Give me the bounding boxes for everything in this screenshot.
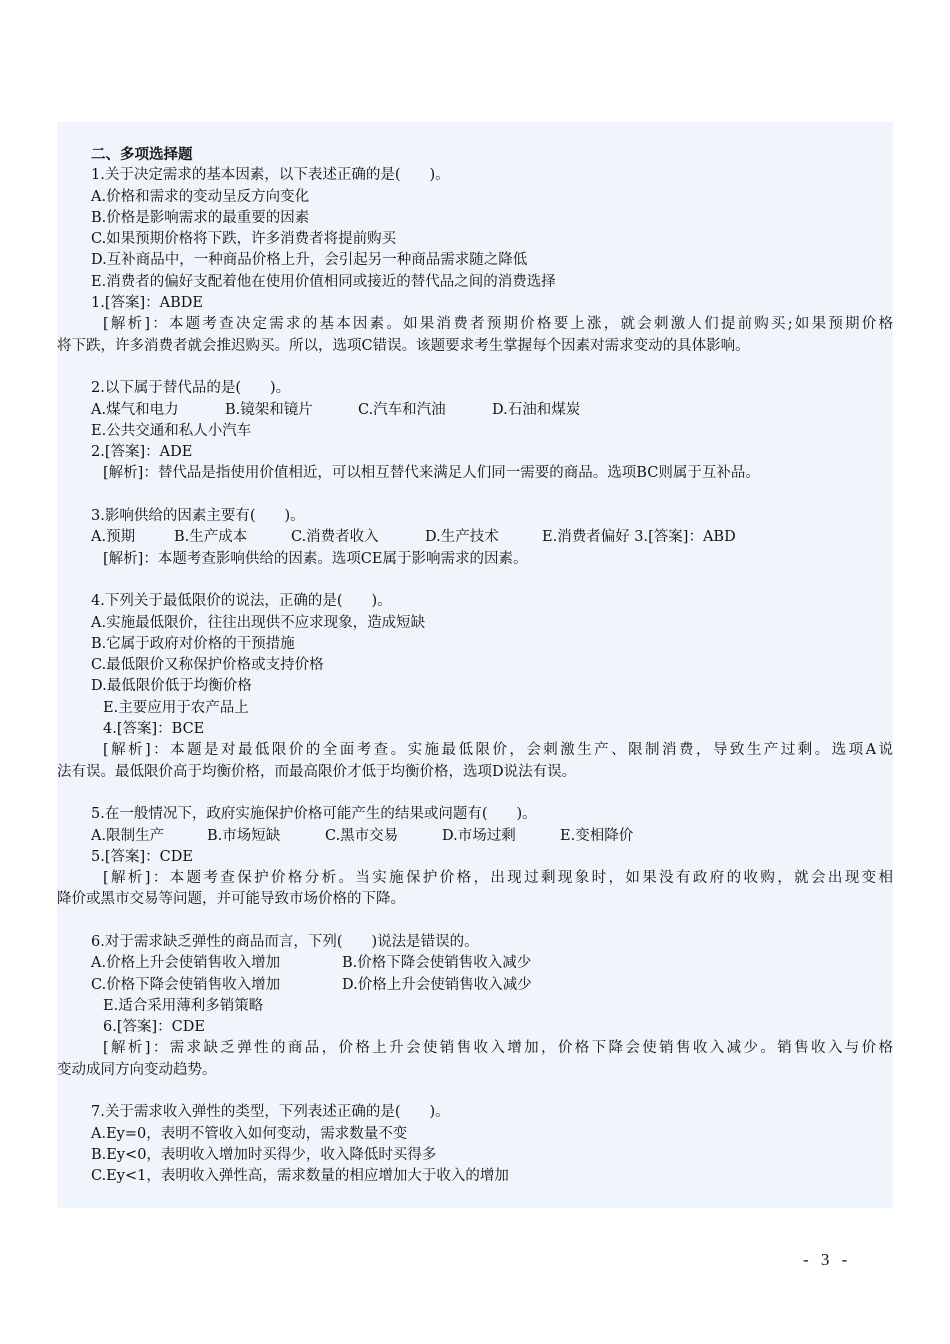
- option: B.价格下降会使销售收入减少: [342, 955, 532, 972]
- option: D.互补商品中，一种商品价格上升，会引起另一种商品需求随之降低: [91, 252, 528, 269]
- option: B.市场短缺: [207, 827, 281, 844]
- option: D.市场过剩: [442, 827, 516, 844]
- analysis: [解析]：本题考查保护价格分析。当实施保护价格，出现过剩现象时，如果没有政府的收购，就会出现变相: [103, 870, 893, 887]
- answer: 1.[答案]：ABDE: [91, 295, 203, 312]
- option: C.如果预期价格将下跌，许多消费者将提前购买: [91, 231, 397, 248]
- analysis: [解析]：本题考查决定需求的基本因素。如果消费者预期价格要上涨，就会刺激人们提前购买;如果预期价格: [103, 316, 893, 333]
- option: A.价格上升会使销售收入增加: [91, 955, 281, 972]
- page-number: - 3 -: [803, 1250, 852, 1269]
- question-stem: 2.以下属于替代品的是( )。: [91, 380, 291, 397]
- analysis: 将下跌，许多消费者就会推迟购买。所以，选项C错误。该题要求考生掌握每个因素对需求变动的具体影响。: [57, 337, 750, 354]
- analysis: 法有误。最低限价高于均衡价格，而最高限价才低于均衡价格，选项D说法有误。: [57, 763, 577, 780]
- analysis: [解析]：替代品是指使用价值相近，可以相互替代来满足人们同一需要的商品。选项BC则属于互补品。: [103, 465, 760, 482]
- question-list: [57, 144, 893, 1188]
- answer: 2.[答案]：ADE: [91, 444, 193, 461]
- answer: 4.[答案]：BCE: [103, 721, 205, 738]
- option: E.消费者偏好 3.[答案]：ABD: [542, 529, 736, 546]
- option: A.实施最低限价，往往出现供不应求现象，造成短缺: [91, 614, 426, 631]
- analysis: [解析]：需求缺乏弹性的商品，价格上升会使销售收入增加，价格下降会使销售收入减少。销售收入与价格: [103, 1040, 893, 1057]
- option: C.Ey<1，表明收入弹性高，需求数量的相应增加大于收入的增加: [91, 1168, 509, 1185]
- question-6: [57, 932, 893, 1102]
- question-3: [57, 506, 893, 591]
- analysis: 变动成同方向变动趋势。: [57, 1061, 217, 1078]
- question-stem: 3.影响供给的因素主要有( )。: [91, 508, 305, 525]
- question-5: [57, 804, 893, 932]
- answer: 6.[答案]：CDE: [103, 1019, 205, 1036]
- option: B.Ey<0，表明收入增加时买得少，收入降低时买得多: [91, 1146, 437, 1163]
- option: E.公共交通和私人小汽车: [91, 422, 252, 439]
- question-stem: 1.关于决定需求的基本因素，以下表述正确的是( )。: [91, 167, 450, 184]
- option: C.汽车和汽油: [358, 401, 446, 418]
- option: D.价格上升会使销售收入减少: [342, 976, 532, 993]
- question-2: [57, 378, 893, 506]
- option: A.煤气和电力: [91, 401, 179, 418]
- question-stem: 6.对于需求缺乏弹性的商品而言，下列( )说法是错误的。: [91, 933, 479, 950]
- answer: 5.[答案]：CDE: [91, 848, 193, 865]
- analysis: [解析]：本题是对最低限价的全面考查。实施最低限价，会刺激生产、限制消费，导致生产过剩。选项A说: [103, 742, 893, 759]
- option: E.消费者的偏好支配着他在使用价值相同或接近的替代品之间的消费选择: [91, 273, 556, 290]
- option: A.限制生产: [91, 827, 165, 844]
- option: C.黑市交易: [325, 827, 399, 844]
- option: C.价格下降会使销售收入增加: [91, 976, 281, 993]
- option: A.预期: [91, 529, 136, 546]
- option: C.最低限价又称保护价格或支持价格: [91, 657, 324, 674]
- option: C.消费者收入: [291, 529, 379, 546]
- question-stem: 4.下列关于最低限价的说法，正确的是( )。: [91, 593, 392, 610]
- question-4: [57, 591, 893, 804]
- question-1: [57, 165, 893, 378]
- question-stem: 5.在一般情况下，政府实施保护价格可能产生的结果或问题有( )。: [91, 806, 537, 823]
- option: A.价格和需求的变动呈反方向变化: [91, 188, 310, 205]
- option: B.生产成本: [174, 529, 248, 546]
- option: B.镜架和镜片: [225, 401, 313, 418]
- option: B.它属于政府对价格的干预措施: [91, 635, 295, 652]
- option: E.主要应用于农产品上: [103, 699, 249, 716]
- option: E.变相降价: [560, 827, 634, 844]
- option: A.Ey=0，表明不管收入如何变动，需求数量不变: [91, 1125, 408, 1142]
- option: D.石油和煤炭: [492, 401, 581, 418]
- section-title: 二、多项选择题: [91, 146, 193, 163]
- analysis: [解析]：本题考查影响供给的因素。选项CE属于影响需求的因素。: [103, 550, 528, 567]
- question-stem: 7.关于需求收入弹性的类型，下列表述正确的是( )。: [91, 1104, 450, 1121]
- option: E.适合采用薄利多销策略: [103, 997, 264, 1014]
- question-7: [57, 1102, 893, 1187]
- document-page: [57, 122, 893, 1208]
- option: D.最低限价低于均衡价格: [91, 678, 252, 695]
- option: D.生产技术: [425, 529, 499, 546]
- option: B.价格是影响需求的最重要的因素: [91, 209, 310, 226]
- analysis: 降价或黑市交易等问题，并可能导致市场价格的下降。: [57, 891, 405, 908]
